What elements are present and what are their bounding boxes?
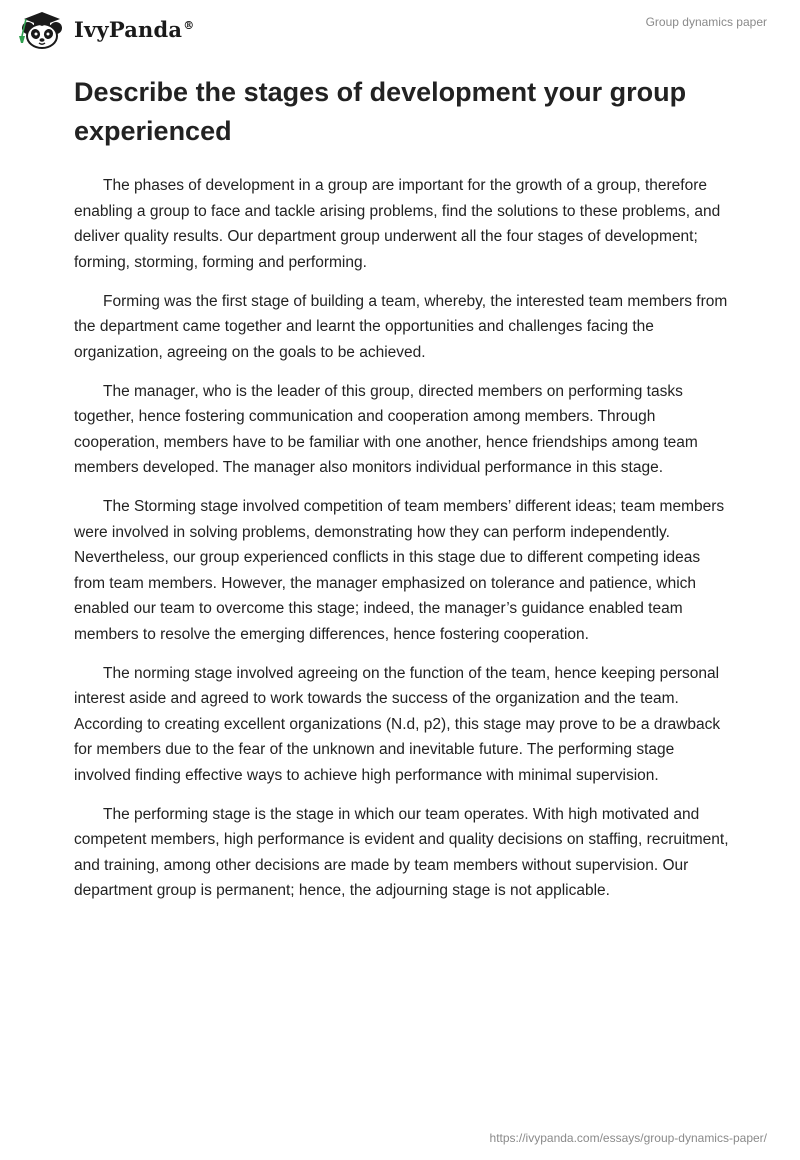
paragraph: The phases of development in a group are important for the growth of a group, therefore enabling a group to face and tackle arising problems, find the solutions to these problems, and deliver quality results. Our department group underwent all the four stages of development; forming, storming, forming and performing. bbox=[74, 177, 721, 271]
paragraph: Forming was the first stage of building a team, whereby, the interested team members from the department came together and learnt the opportunities and challenges facing the organization, agreeing on the goals to be achieved. bbox=[74, 292, 728, 361]
logo-text bbox=[74, 17, 194, 42]
source-url[interactable]: https://ivypanda.com/essays/group-dynamics-paper/ bbox=[489, 1131, 767, 1145]
paragraph: The manager, who is the leader of this group, directed members on performing tasks together, hence fostering communication and cooperation among members. Through cooperation, members have to be familiar with one another, hence friendships among team members developed. The manager also monitors individual performance in this stage. bbox=[74, 382, 698, 476]
page-header bbox=[0, 0, 800, 60]
registered-mark: ® bbox=[183, 18, 195, 32]
panda-graduate-icon bbox=[14, 10, 70, 50]
document-label: Group dynamics paper bbox=[645, 15, 767, 29]
paragraph: The norming stage involved agreeing on the function of the team, hence keeping personal interest aside and agreed to work towards the success of the organization and the team. According to creating excellent organizations (N.d, p2), this stage may prove to be a drawback for members due to the fear of the unknown and inevitable future. The performing stage involved finding effective ways to achieve high performance with minimal supervision. bbox=[74, 664, 721, 784]
paragraph: The performing stage is the stage in which our team operates. With high motivated and competent members, high performance is evident and quality decisions on staffing, recruitment, and training, among other decisions are made by team members without supervision. Our department group is permanent; hence, the adjourning stage is not applicable. bbox=[74, 805, 729, 899]
logo-wordmark: IvyPanda bbox=[74, 16, 183, 42]
page-title: Describe the stages of development your group experienced bbox=[74, 77, 687, 146]
article-body bbox=[74, 173, 734, 917]
paragraph: The Storming stage involved competition of team members’ different ideas; team members were involved in solving problems, demonstrating how they can perform independently. Nevertheless, our group experienced conflicts in this stage due to different competing ideas from team members. However, the manager emphasized on tolerance and patience, which enabled our team to overcome this stage; indeed, the manager’s guidance enabled team members to resolve the emerging differences, hence fostering cooperation. bbox=[74, 498, 725, 643]
ivypanda-logo[interactable] bbox=[14, 10, 194, 50]
